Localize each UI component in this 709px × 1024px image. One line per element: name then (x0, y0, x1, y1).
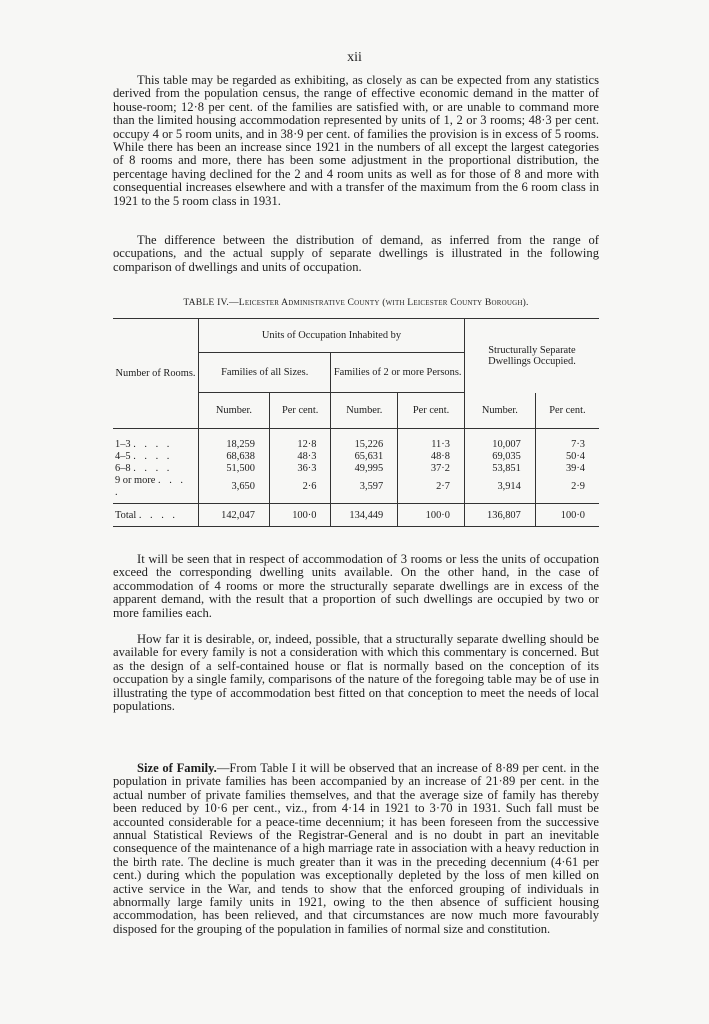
row-leader-dots: . . . . (133, 451, 173, 462)
cell-all-percent: 48·3 (269, 451, 331, 463)
cell-all-percent: 2·6 (269, 475, 331, 504)
cell-all-number: 18,259 (199, 429, 270, 452)
header-percent: Per cent. (398, 393, 465, 429)
row-label (113, 475, 199, 504)
total-dwellings-number: 136,807 (464, 504, 535, 527)
row-rooms: 9 or more (115, 475, 156, 486)
row-rooms: 4–5 (115, 451, 131, 462)
row-leader-dots: . . . . (115, 475, 187, 498)
table-row (113, 451, 599, 463)
total-all-percent: 100·0 (269, 504, 331, 527)
table-row (113, 429, 599, 452)
cell-two-percent: 48·8 (398, 451, 465, 463)
table-row (113, 463, 599, 475)
cell-all-percent: 36·3 (269, 463, 331, 475)
header-number: Number. (464, 393, 535, 429)
total-dwellings-percent: 100·0 (535, 504, 599, 527)
cell-all-number: 68,638 (199, 451, 270, 463)
total-leader-dots: . . . . (138, 509, 178, 521)
header-percent: Per cent. (535, 393, 599, 429)
cell-dwellings-percent: 7·3 (535, 429, 599, 452)
cell-two-number: 65,631 (331, 451, 398, 463)
occupation-dwellings-table (113, 318, 599, 527)
total-label (113, 504, 199, 527)
cell-dwellings-number: 69,035 (464, 451, 535, 463)
cell-dwellings-percent: 2·9 (535, 475, 599, 504)
row-label (113, 451, 199, 463)
paragraph-separate-dwelling: How far it is desirable, or, indeed, possible, that a structurally separate dwelling should be available for every family is not a consideration with which this commentary is concerned. But as the design of a self-contained house or flat is normally based on the conception of its occupation by a single family, comparisons of the nature of the foregoing table may be of use in illustrating the type of accommodation best fitted on that conception to meet the needs of local populations. (113, 632, 599, 714)
size-of-family-heading: Size of Family. (137, 761, 217, 775)
row-label (113, 429, 199, 452)
row-leader-dots: . . . . (133, 439, 173, 450)
cell-two-percent: 37·2 (398, 463, 465, 475)
cell-two-number: 49,995 (331, 463, 398, 475)
paragraph-house-room-demand: This table may be regarded as exhibiting, as closely as can be expected from any statistics derived from the population census, the range of effective economic demand in the matter of house-room; 12·8 per cent. of the families are satisfied with, or are unable to command more than the limited housing accommodation represented by units of 1, 2 or 3 rooms; 48·3 per cent. occupy 4 or 5 room units, and in 38·9 per cent. of families the provision is in excess of 5 rooms. While there has been an increase since 1921 in the numbers of all except the largest categories of 8 rooms and more, there has been some adjustment in the proportional distribution, the percentage having declined for the 2 and 4 room units as well as for those of 8 and more with consequential increases elsewhere and with a transfer of the maximum from the 6 room class in 1921 to the 5 room class in 1931. (113, 73, 599, 208)
cell-all-number: 3,650 (199, 475, 270, 504)
cell-dwellings-percent: 50·4 (535, 451, 599, 463)
row-leader-dots: . . . . (133, 463, 173, 474)
header-number-of-rooms: Number of Rooms. (113, 319, 199, 429)
cell-all-number: 51,500 (199, 463, 270, 475)
size-of-family-body: —From Table I it will be observed that an increase of 8·89 per cent. in the population in private families has been accompanied by an increase of 21·89 per cent. in the actual number of private families themselves, and that the average size of family has thereby been reduced by 10·6 per cent., viz., from 4·14 in 1921 to 3·70 in 1931. Such fall must be accounted considerable for a peace-time decennium; it has been foreseen from the successive annual Statistical Reviews of the Registrar-General and is no doubt in part an inevitable consequence of the maintenance of a high marriage rate in association with a heavy reduction in the birth rate. The decline is much greater than it was in the preceding decennium (4·61 per cent.) during which the population was exceptionally depleted by the loss of men killed on active service in the War, and tends to show that the enforced grouping of individuals in abnormally large family units in 1921, owing to the then absence of sufficient housing accommodation, has been relieved, and that circumstances are now much more favourably disposed for the grouping of the population in families of normal size and constitution. (113, 761, 599, 936)
table-caption-title: Leicester Administrative County (with Leicester County Borough). (238, 297, 529, 308)
table-caption-prefix: TABLE IV.— (183, 297, 239, 308)
paragraph-accommodation-comparison: It will be seen that in respect of accommodation of 3 rooms or less the units of occupation exceed the corresponding dwelling units available. On the other hand, in the case of accommodation of 4 rooms or more the structurally separate dwellings are in excess of the apparent demand, with the result that a proportion of such dwellings are occupied by two or more families each. (113, 552, 599, 620)
table-caption (113, 297, 599, 308)
total-two-percent: 100·0 (398, 504, 465, 527)
header-separate-dwellings: Structurally Separate Dwellings Occupied. (464, 319, 599, 393)
table-total-row (113, 504, 599, 527)
cell-dwellings-number: 53,851 (464, 463, 535, 475)
cell-two-number: 15,226 (331, 429, 398, 452)
total-two-number: 134,449 (331, 504, 398, 527)
header-units-of-occupation: Units of Occupation Inhabited by (199, 319, 465, 353)
header-families-2-or-more: Families of 2 or more Persons. (331, 353, 464, 393)
total-all-number: 142,047 (199, 504, 270, 527)
header-number: Number. (199, 393, 270, 429)
total-rooms: Total (115, 509, 137, 521)
paragraph-distribution-difference: The difference between the distribution of demand, as inferred from the range of occupations, and the actual supply of separate dwellings is illustrated in the following comparison of dwellings and units of occupation. (113, 233, 599, 274)
cell-dwellings-number: 3,914 (464, 475, 535, 504)
cell-all-percent: 12·8 (269, 429, 331, 452)
paragraph-size-of-family (113, 762, 599, 936)
table-row (113, 475, 599, 504)
header-families-all-sizes: Families of all Sizes. (199, 353, 331, 393)
row-rooms: 6–8 (115, 463, 131, 474)
header-number: Number. (331, 393, 398, 429)
page-number: xii (347, 50, 362, 65)
row-label (113, 463, 199, 475)
cell-two-percent: 2·7 (398, 475, 465, 504)
cell-two-number: 3,597 (331, 475, 398, 504)
cell-dwellings-number: 10,007 (464, 429, 535, 452)
cell-dwellings-percent: 39·4 (535, 463, 599, 475)
row-rooms: 1–3 (115, 439, 131, 450)
cell-two-percent: 11·3 (398, 429, 465, 452)
header-percent: Per cent. (269, 393, 331, 429)
